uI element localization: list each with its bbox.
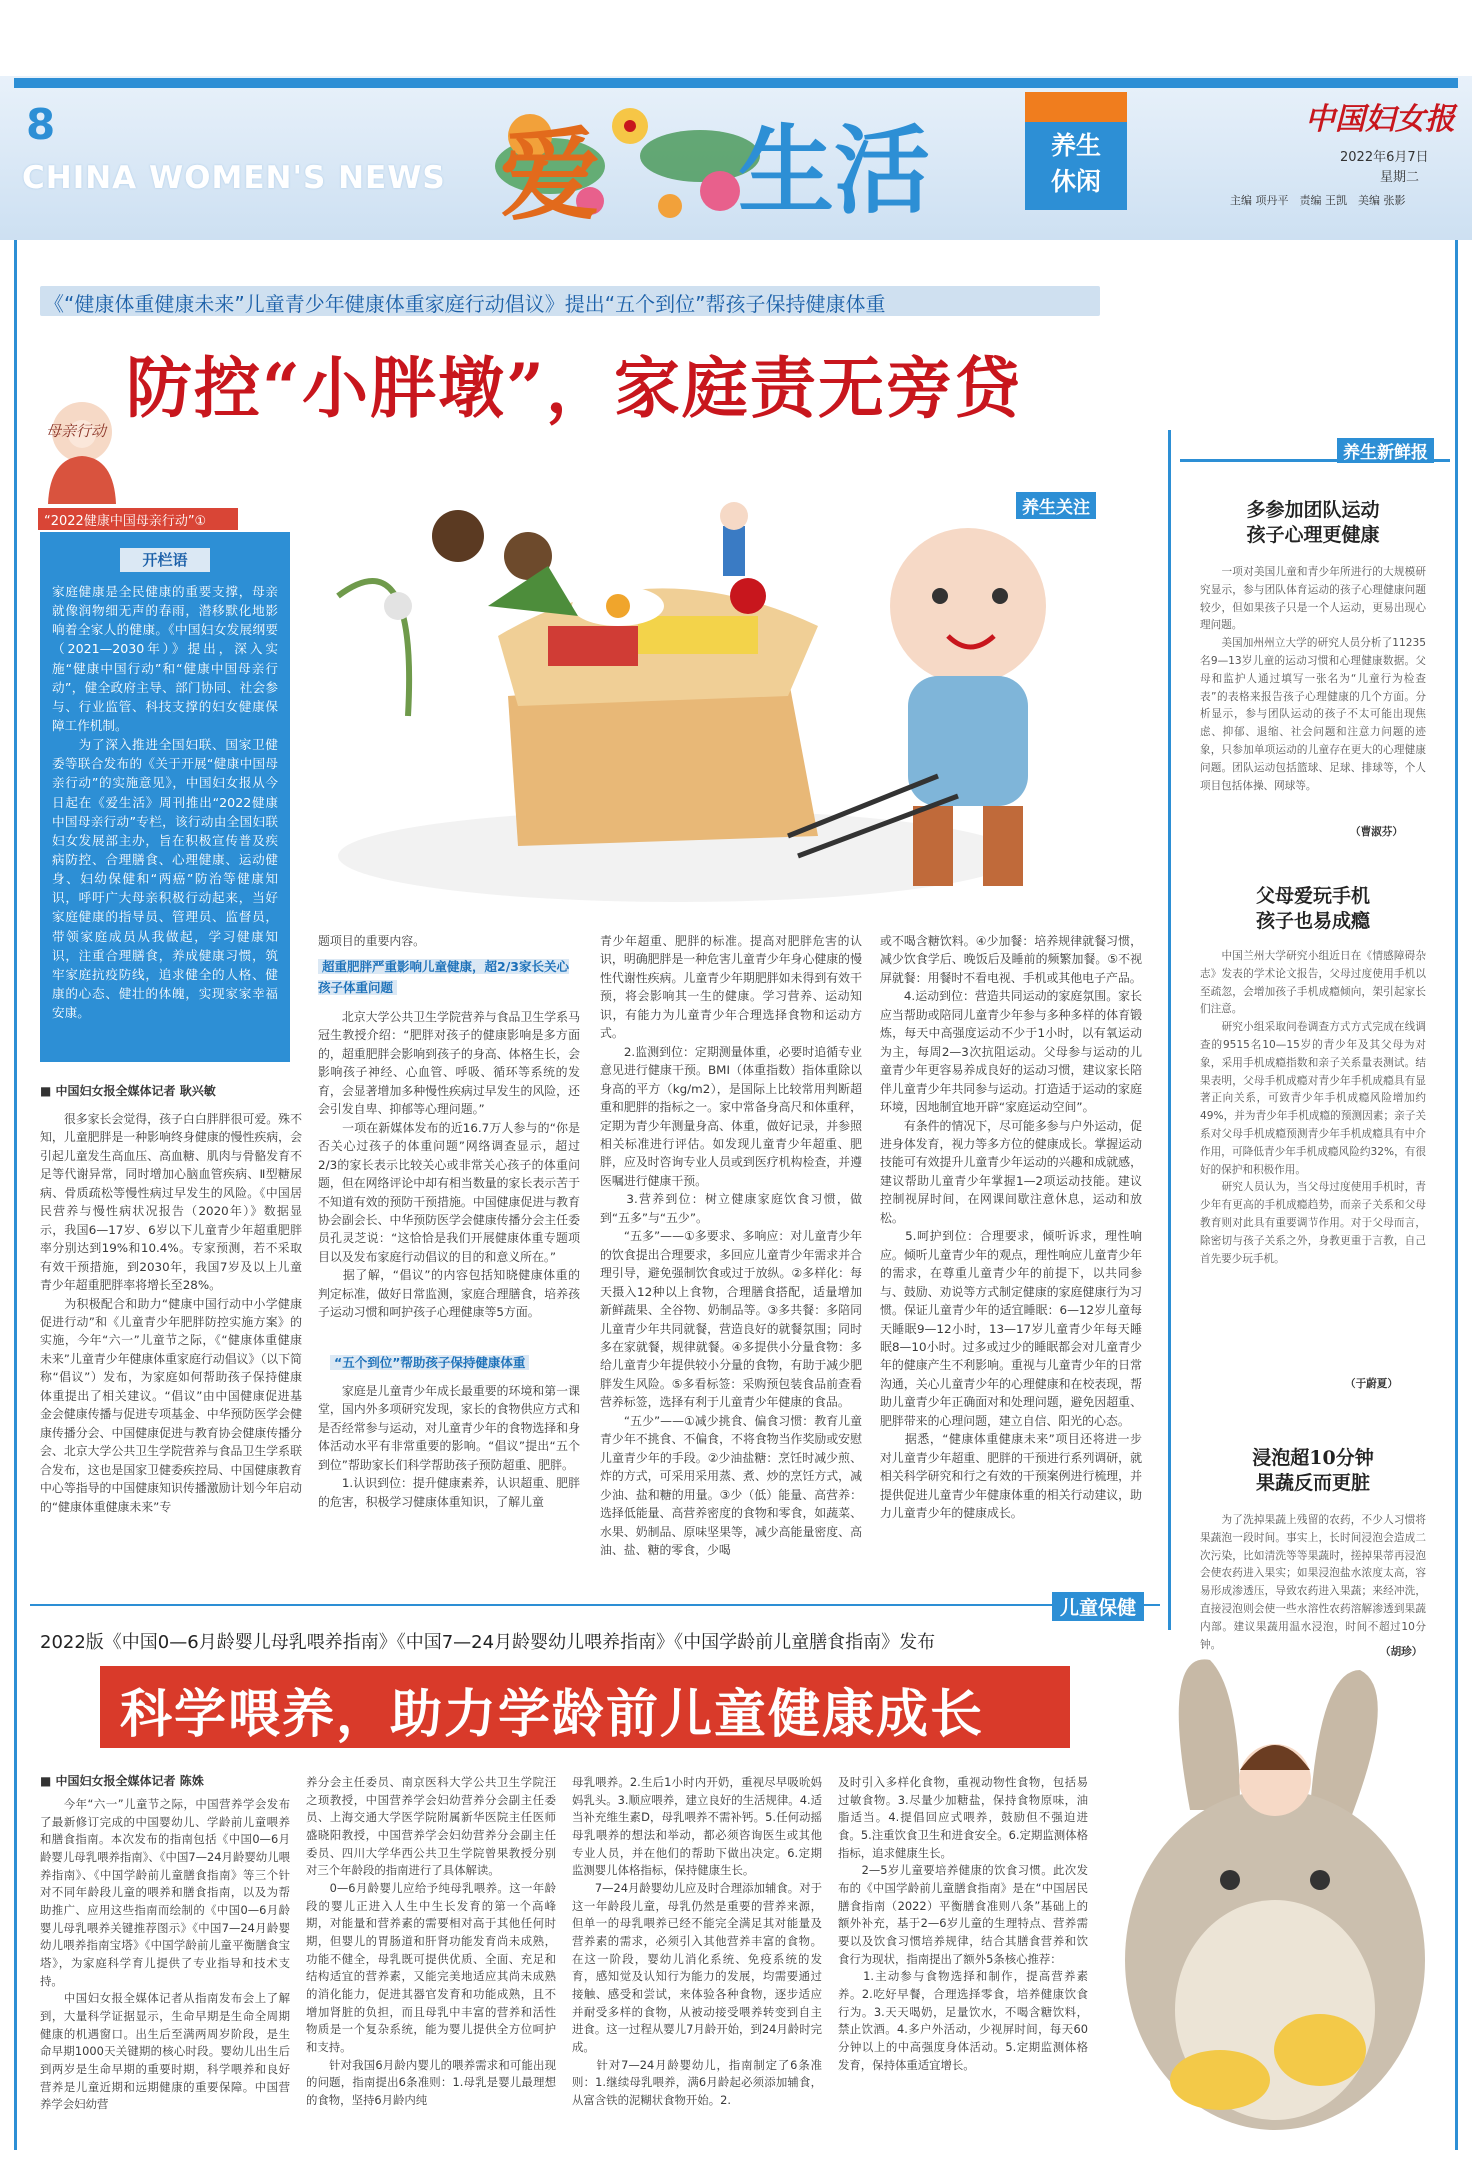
second-kicker: 2022版《中国0—6月龄婴儿母乳喂养指南》《中国7—24月龄婴幼儿喂养指南》《中国学龄前儿童膳食指南》发布	[40, 1632, 936, 1653]
lead-column-4: 或不喝含糖饮料。④少加餐：培养规律就餐习惯，减少饮食学后、晚饭后及睡前的频繁加餐。⑤不视屏就餐：用餐时不看电视、手机或其他电子产品。 4.运动到位：营造共同运动的家庭氛围。家长应当帮助或陪同儿童青少年参与多种多样的体育锻炼，每天中高强度运动不少于1小时，以有氧运动为主，每周2—3次抗阻运动。父母参与运动的儿童青少年更容易养成良好的运动习惯，建议家长陪伴儿童青少年共同参与运动。打造适于运动的家庭环境，因地制宜地开辟“家庭运动空间”。 有条件的情况下，尽可能多参与户外运动，促进身体发育，视力等多方位的健康成长。掌握运动技能可有效提升儿童青少年运动的兴趣和成就感，建议帮助儿童青少年掌握1—2项运动技能。建议控制视屏时间，在网课间歇注意休息，运动和放松。 5.呵护到位：合理要求，倾听诉求，理性响应。倾听儿童青少年的观点，理性响应儿童青少年的需求，在尊重儿童青少年的前提下，以共同参与、鼓励、劝说等方式制定健康的家庭健康行为习惯。保证儿童青少年的适宜睡眠：6—12岁儿童每天睡眠9—12小时，13—17岁儿童青少年每天睡眠8—10小时。过多或过少的睡眠都会对儿童青少年的健康产生不利影响。重视与儿童青少年的日常沟通，关心儿童青少年的心理健康和在校表现，帮助儿童青少年正确面对和处理问题，避免因超重、肥胖带来的心理问题，建立自信、阳光的心态。 据悉，“健康体重健康未来”项目还将进一步对儿童青少年超重、肥胖的干预进行系列调研，就相关科学研究和行之有效的干预案例进行梳理，并提供促进儿童青少年健康体重的相关行动建议，助力儿童青少年的健康成长。	[880, 934, 1142, 1521]
masthead-top-rule	[14, 78, 1458, 88]
lead-headline: 防控“小胖墩”，家庭责无旁贷	[126, 349, 1022, 427]
second-byline: ■ 中国妇女报全媒体记者 陈姝	[40, 1774, 204, 1788]
second-column-2: 养分会主任委员、南京医科大学公共卫生学院汪之顼教授，中国营养学会妇幼营养分会副主任委员、上海交通大学医学院附属新华医院主任医师盛晓阳教授，中国营养学会妇幼营养分会副主任委员、四川大学华西公共卫生学院曾果教授分别对三个年龄段的指南进行了具体解读。 0—6月龄婴儿应给予纯母乳喂养。这一年龄段的婴儿正进入人生中生长发育的第一个高峰期，对能量和营养素的需要相对高于其他任何时期，但婴儿的胃肠道和肝肾功能发育尚未成熟，功能不健全，母乳既可提供优质、全面、充足和结构适宜的营养素，又能完美地适应其尚未成熟的消化能力，促进其器官发育和功能成熟，且不增加肾脏的负担，而且母乳中丰富的营养和活性物质是一个复杂系统，能为婴儿提供全方位呵护和支持。 针对我国6月龄内婴儿的喂养需求和可能出现的问题，指南提出6条准则：1.母乳是婴儿最理想的食物，坚持6月龄内纯	[306, 1775, 556, 2108]
issue-weekday: 星期二	[1380, 170, 1420, 185]
byline: ■ 中国妇女报全媒体记者 耿兴敏	[40, 1084, 216, 1098]
lead-column-1: 很多家长会觉得，孩子白白胖胖很可爱。殊不知，儿童肥胖是一种影响终身健康的慢性疾病，会引起儿童发生高血压、高血糖、肌肉与骨骼发育不足等代谢异常，同时增加心脑血管疾病、Ⅱ型糖尿病、骨质疏松等慢性病过早发生的风险。《中国居民营养与慢性病状况报告（2020年）》数据显示，我国6—17岁、6岁以下儿童青少年超重肥胖率分别达到19%和10.4%。专家预测，若不采取有效干预措施，到2030年，我国7岁及以上儿童青少年超重肥胖率将增长至28%。 为积极配合和助力“健康中国行动中小学健康促进行动”和《儿童青少年肥胖防控实施方案》的实施，今年“六一”儿童节之际，《“健康体重健康未来”儿童青少年健康体重家庭行动倡议》（以下简称“倡议”）发布，为家庭如何帮助孩子保持健康体重提出了相关建议。“倡议”由中国健康促进基金会健康传播与促进专项基金、中华预防医学会健康传播分会、中国健康促进与教育协会健康传播分会、北京大学公共卫生学院营养与食品卫生学系联合发布，这也是国家卫健委疾控局、中国健康教育中心等指导的中国健康知识传播激励计划今年启动的“健康体重健康未来”专	[40, 1112, 302, 1514]
section-tag-line1: 养生	[1050, 131, 1101, 160]
sidebar-item-title-1: 多参加团队运动 孩子心理更健康	[1246, 499, 1380, 546]
sidebar-header-text: 养生新鲜报	[1337, 438, 1434, 463]
sidebar-header	[1180, 438, 1450, 462]
sidebar-item-credit-3: （胡珍）	[1380, 1646, 1423, 1658]
second-tag: 儿童保健	[1052, 1592, 1144, 1621]
lead-subhead-2	[330, 1352, 592, 1373]
sidebar-item-title-2: 父母爱玩手机 孩子也易成瘾	[1255, 885, 1370, 932]
sidebar-divider	[1168, 430, 1171, 1630]
issue-date: 2022年6月7日	[1340, 150, 1429, 165]
frame-right-rule	[1455, 240, 1458, 2150]
food-and-kid-illustration-icon	[318, 476, 1158, 908]
series-label-text: “2022健康中国母亲行动”①	[44, 514, 207, 529]
editor-credits: 主编 项丹平 责编 王凯 美编 张影	[1230, 194, 1406, 207]
sidebar-item-body-2: 中国兰州大学研究小组近日在《情感障碍杂志》发表的学术论文报告，父母过度使用手机以至疏忽，会增加孩子手机成瘾倾向，架引起家长们注意。 研究小组采取问卷调查方式方式完成在线调查的9515名10—15岁的青少年及其父母为对象，采用手机成瘾指数和亲子关系量表测试。结果表明，父母手机成瘾对青少年手机成瘾具有显著正向关系，可致青少年手机成瘾风险增加约49%，并为青少年手机成瘾的预测因素；亲子关系对父母手机成瘾预测青少年手机成瘾具有中介作用，可降低青少年手机成瘾风险约32%，有很好的保护和积极作用。 研究人员认为，当父母过度使用手机时，青少年有更高的手机成瘾趋势，而亲子关系和父母教育则对此具有重要调节作用。对于父母而言，除密切与孩子关系之外，身教更重于言教，自己首先要少玩手机。	[1200, 950, 1426, 1265]
second-top-rule	[30, 1604, 1160, 1606]
section-title-love: 爱	[500, 116, 600, 234]
lead-subhead-2-text: “五个到位”帮助孩子保持健康体重	[330, 1355, 529, 1370]
second-column-1: 今年“六一”儿童节之际，中国营养学会发布了最新修订完成的中国婴幼儿、学龄前儿童喂养和膳食指南。本次发布的指南包括《中国0—6月龄婴儿母乳喂养指南》、《中国7—24月龄婴幼儿喂养指南》、《中国学龄前儿童膳食指南》等三个针对不同年龄段儿童的喂养和膳食指南，以及为帮助推广、应用这些指南而绘制的《中国0—6月龄婴儿母乳喂养关键推荐图示》《中国7—24月龄婴幼儿喂养指南宝塔》《中国学龄前儿童平衡膳食宝塔》，为家庭科学育儿提供了专业指导和技术支持。 中国妇女报全媒体记者从指南发布会上了解到，大量科学证据显示，生命早期是生命全周期健康的机遇窗口。出生后至满两周岁阶段，是生命早期1000天关键期的核心时段。婴幼儿出生后到两岁是生命早期的重要时期，科学喂养和良好营养是儿童近期和远期健康的重要保障。中国营养学会妇幼营	[40, 1797, 290, 2112]
lead-subhead-1-text: 超重肥胖严重影响儿童健康，超2/3家长关心孩子体重问题	[318, 959, 569, 996]
sidebar-item-body-3: 为了洗掉果蔬上残留的农药，不少人习惯将果蔬泡一段时间。事实上，长时间浸泡会造成二次污染，比如清洗等等果蔬时，搓掉果蒂再浸泡会使农药进入果实；如果浸泡盐水浓度太高，容易形成渗透压，导致农药进入果蔬；来经冲洗，直接浸泡则会使一些水溶性农药溶解渗透到果蔬内部。建议果蔬用温水浸泡，时间不超过10分钟。	[1200, 1514, 1426, 1651]
page-number: 8	[26, 100, 56, 149]
frame-left-rule	[14, 240, 17, 2150]
lead-column-2a: 题项目的重要内容。	[318, 934, 426, 948]
sidebar-item-credit-2: （于蔚夏）	[1345, 1378, 1398, 1390]
column-badge-text: 母亲行动	[46, 422, 107, 440]
mother-illustration-icon	[38, 396, 120, 504]
lead-subhead-1	[318, 956, 580, 999]
section-title-life: 生活	[738, 114, 930, 227]
second-headline: 科学喂养，助力学龄前儿童健康成长	[120, 1684, 985, 1745]
section-tag-line2: 休闲	[1050, 167, 1101, 196]
lead-kicker-text: 《“健康体重健康未来”儿童青少年健康体重家庭行动倡议》提出“五个到位”帮孩子保持健康体重	[44, 292, 886, 316]
sidebar-item-body-1: 一项对美国儿童和青少年所进行的大规模研究显示，参与团队体育运动的孩子心理健康问题较少，但如果孩子只是一个人运动，更易出现心理问题。 美国加州州立大学的研究人员分析了11235名9—13岁儿童的运动习惯和心理健康数据。父母和监护人通过填写一张名为“儿童行为检查表”的表格来报告孩子心理健康的几个方面。分析显示，参与团队运动的孩子不太可能出现焦虑、抑郁、退缩、社会问题和注意力问题的迹象，只参加单项运动的儿童存在更大的心理健康问题。团队运动包括篮球、足球、排球等，个人项目包括体操、网球等。	[1200, 566, 1426, 792]
lead-column-2b: 北京大学公共卫生学院营养与食品卫生学系马冠生教授介绍：“肥胖对孩子的健康影响是多方面的，超重肥胖会影响到孩子的身高、体格生长，会影响孩子神经、心血管、呼吸、循环等系统的发育，会显著增加多种慢性疾病过早发生的风险，还会引发自卑、抑郁等心理问题。” 一项在新媒体发布的近16.7万人参与的“你是否关心过孩子的体重问题”网络调查显示，超过2/3的家长表示比较关心或非常关心孩子的体重问题，但在网络评论中却有相当数量的家长表示苦于不知道有效的预防干预措施。中国健康促进与教育协会副会长、中华预防医学会健康传播分会主任委员孔灵芝说：“这恰恰是我们开展健康体重专题项目以及发布家庭行动倡议的目的和意义所在。” 据了解，“倡议”的内容包括知晓健康体重的判定标准，做好日常监测，家庭合理膳食，培养孩子运动习惯和呵护孩子心理健康等5方面。	[318, 1010, 580, 1320]
intro-title: 开栏语	[120, 548, 210, 572]
lead-column-3: 青少年超重、肥胖的标准。提高对肥胖危害的认识，明确肥胖是一种危害儿童青少年身心健康的慢性代谢性疾病。儿童青少年期肥胖如未得到有效干预，将会影响其一生的健康。学习营养、运动知识，有能力为儿童青少年合理选择食物和运动方式。 2.监测到位：定期测量体重，必要时追循专业意见进行健康干预。BMI（体重指数）指体重除以身高的平方（kg/m2），是国际上比较常用判断超重和肥胖的指标之一。家中常备身高尺和体重秤，定期为青少年测量身高、体重，做好记录，并参照相关标准进行评估。如发现儿童青少年超重、肥胖，应及时咨询专业人员或到医疗机构检查，并遵医嘱进行健康干预。 3.营养到位：树立健康家庭饮食习惯，做到“五多”与“五少”。 “五多”——①多要求、多响应：对儿童青少年的饮食提出合理要求，多回应儿童青少年需求并合理引导，避免强制饮食或过于放纵。②多样化：每天摄入12种以上食物，合理膳食搭配，适量增加新鲜蔬果、全谷物、奶制品等。③多共餐：多陪同儿童青少年共同就餐，营造良好的就餐氛围；同时多在家就餐，规律就餐。④多提供小分量食物：多给儿童青少年提供较小分量的食物，有助于减少肥胖发生风险。⑤多看标签：采购预包装食品前查看营养标签，选择有利于儿童青少年健康的食品。 “五少”——①减少挑食、偏食习惯：教育儿童青少年不挑食、不偏食，不将食物当作奖励或安慰儿童青少年的手段。②少油盐糖：烹饪时减少煎、炸的方式，可采用采用蒸、煮、炒的烹饪方式，减少油、盐和糖的用量。③少（低）能量、高营养：选择低能量、高营养密度的食物和零食，如蔬菜、水果、奶制品、原味坚果等，减少高能量密度、高油、盐、糖的零食，少喝	[600, 934, 862, 1557]
intro-text: 家庭健康是全民健康的重要支撑，母亲就像润物细无声的春雨，潜移默化地影响着全家人的健康。《中国妇女发展纲要（2021—2030年）》提出，深入实施“健康中国行动”和“健康中国母亲行动”，健全政府主导、部门协同、社会参与、行业监管、科技支撑的妇女健康保障工作机制。 为了深入推进全国妇联、国家卫健委等联合发布的《关于开展“健康中国母亲行动”的实施意见》，中国妇女报从今日起在《爱生活》周刊推出“2022健康中国母亲行动”专栏，该行动由全国妇联妇女发展部主办，旨在积极宣传普及疾病防控、合理膳食、心理健康、运动健身、妇幼保健和“两癌”防治等健康知识，呼吁广大母亲积极行动起来，当好家庭健康的指导员、管理员、监督员，带领家庭成员从我做起，学习健康知识，注重合理膳食，养成健康习惯，筑牢家庭抗疫防线，追求健全的人格、健康的心态、健壮的体魄，实现家家幸福安康。	[52, 584, 278, 1021]
newspaper-logo: 中国妇女报	[1305, 102, 1455, 137]
english-name: CHINA WOMEN'S NEWS	[22, 160, 446, 196]
lead-illustration	[318, 476, 1158, 908]
second-column-4: 及时引入多样化食物，重视动物性食物，包括易过敏食物。3.尽量少加糖盐，保持食物原味，油脂适当。4.提倡回应式喂养，鼓励但不强迫进食。5.注重饮食卫生和进食安全。6.定期监测体格指标，追求健康生长。 2—5岁儿童要培养健康的饮食习惯。此次发布的《中国学龄前儿童膳食指南》是在“中国居民膳食指南（2022）平衡膳食准则八条”基础上的额外补充，基于2—6岁儿童的生理特点、营养需要以及饮食习惯培养规律，结合其膳食营养和饮食行为现状，指南提出了额外5条核心推荐： 1.主动参与食物选择和制作，提高营养素养。2.吃好早餐，合理选择零食，培养健康饮食行为。3.天天喝奶，足量饮水，不喝含糖饮料，禁止饮酒。4.多户外活动，少视屏时间，每天60分钟以上的中高强度身体活动。5.定期监测体格发育，保持体重适宜增长。	[838, 1775, 1088, 2072]
sidebar-item-title-3: 浸泡超10分钟 果蔬反而更脏	[1252, 1447, 1374, 1494]
lead-column-2c: 家庭是儿童青少年成长最重要的环境和第一课堂，国内外多项研究发现，家长的食物供应方式和是否经常参与运动，对儿童青少年的食物选择和身体活动水平有非常重要的影响。“倡议”提出“五个到位”帮助家长们科学帮助孩子预防超重、肥胖。 1.认识到位：提升健康素养，认识超重、肥胖的危害，积极学习健康体重知识，了解儿童	[318, 1384, 580, 1509]
section-tag	[1025, 92, 1127, 210]
column-badge	[38, 396, 120, 504]
bunny-illustration-icon	[1100, 1630, 1450, 2150]
sidebar-item-credit-1: （曹淑芬）	[1350, 826, 1403, 838]
second-column-3: 母乳喂养。2.生后1小时内开奶，重视尽早吸吮妈妈乳头。3.顺应喂养，建立良好的生活规律。4.适当补充维生素D，母乳喂养不需补钙。5.任何动摇母乳喂养的想法和举动，都必须咨询医生或其他专业人员，并在他们的帮助下做出决定。6.定期监测婴儿体格指标，保持健康生长。 7—24月龄婴幼儿应及时合理添加辅食。对于这一年龄段儿童，母乳仍然是重要的营养来源，但单一的母乳喂养已经不能完全满足其对能量及营养素的需求，必须引入其他营养丰富的食物。在这一阶段，婴幼儿消化系统、免疫系统的发育，感知觉及认知行为能力的发展，均需要通过接触、感受和尝试，来体验各种食物，逐步适应并耐受多样的食物，从被动接受喂养转变到自主进食。这一过程从婴儿7月龄开始，到24月龄时完成。 针对7—24月龄婴幼儿，指南制定了6条准则：1.继续母乳喂养，满6月龄起必须添加辅食，从富含铁的泥糊状食物开始。2.	[572, 1775, 822, 2108]
photo-tag: 养生关注	[1016, 492, 1096, 519]
